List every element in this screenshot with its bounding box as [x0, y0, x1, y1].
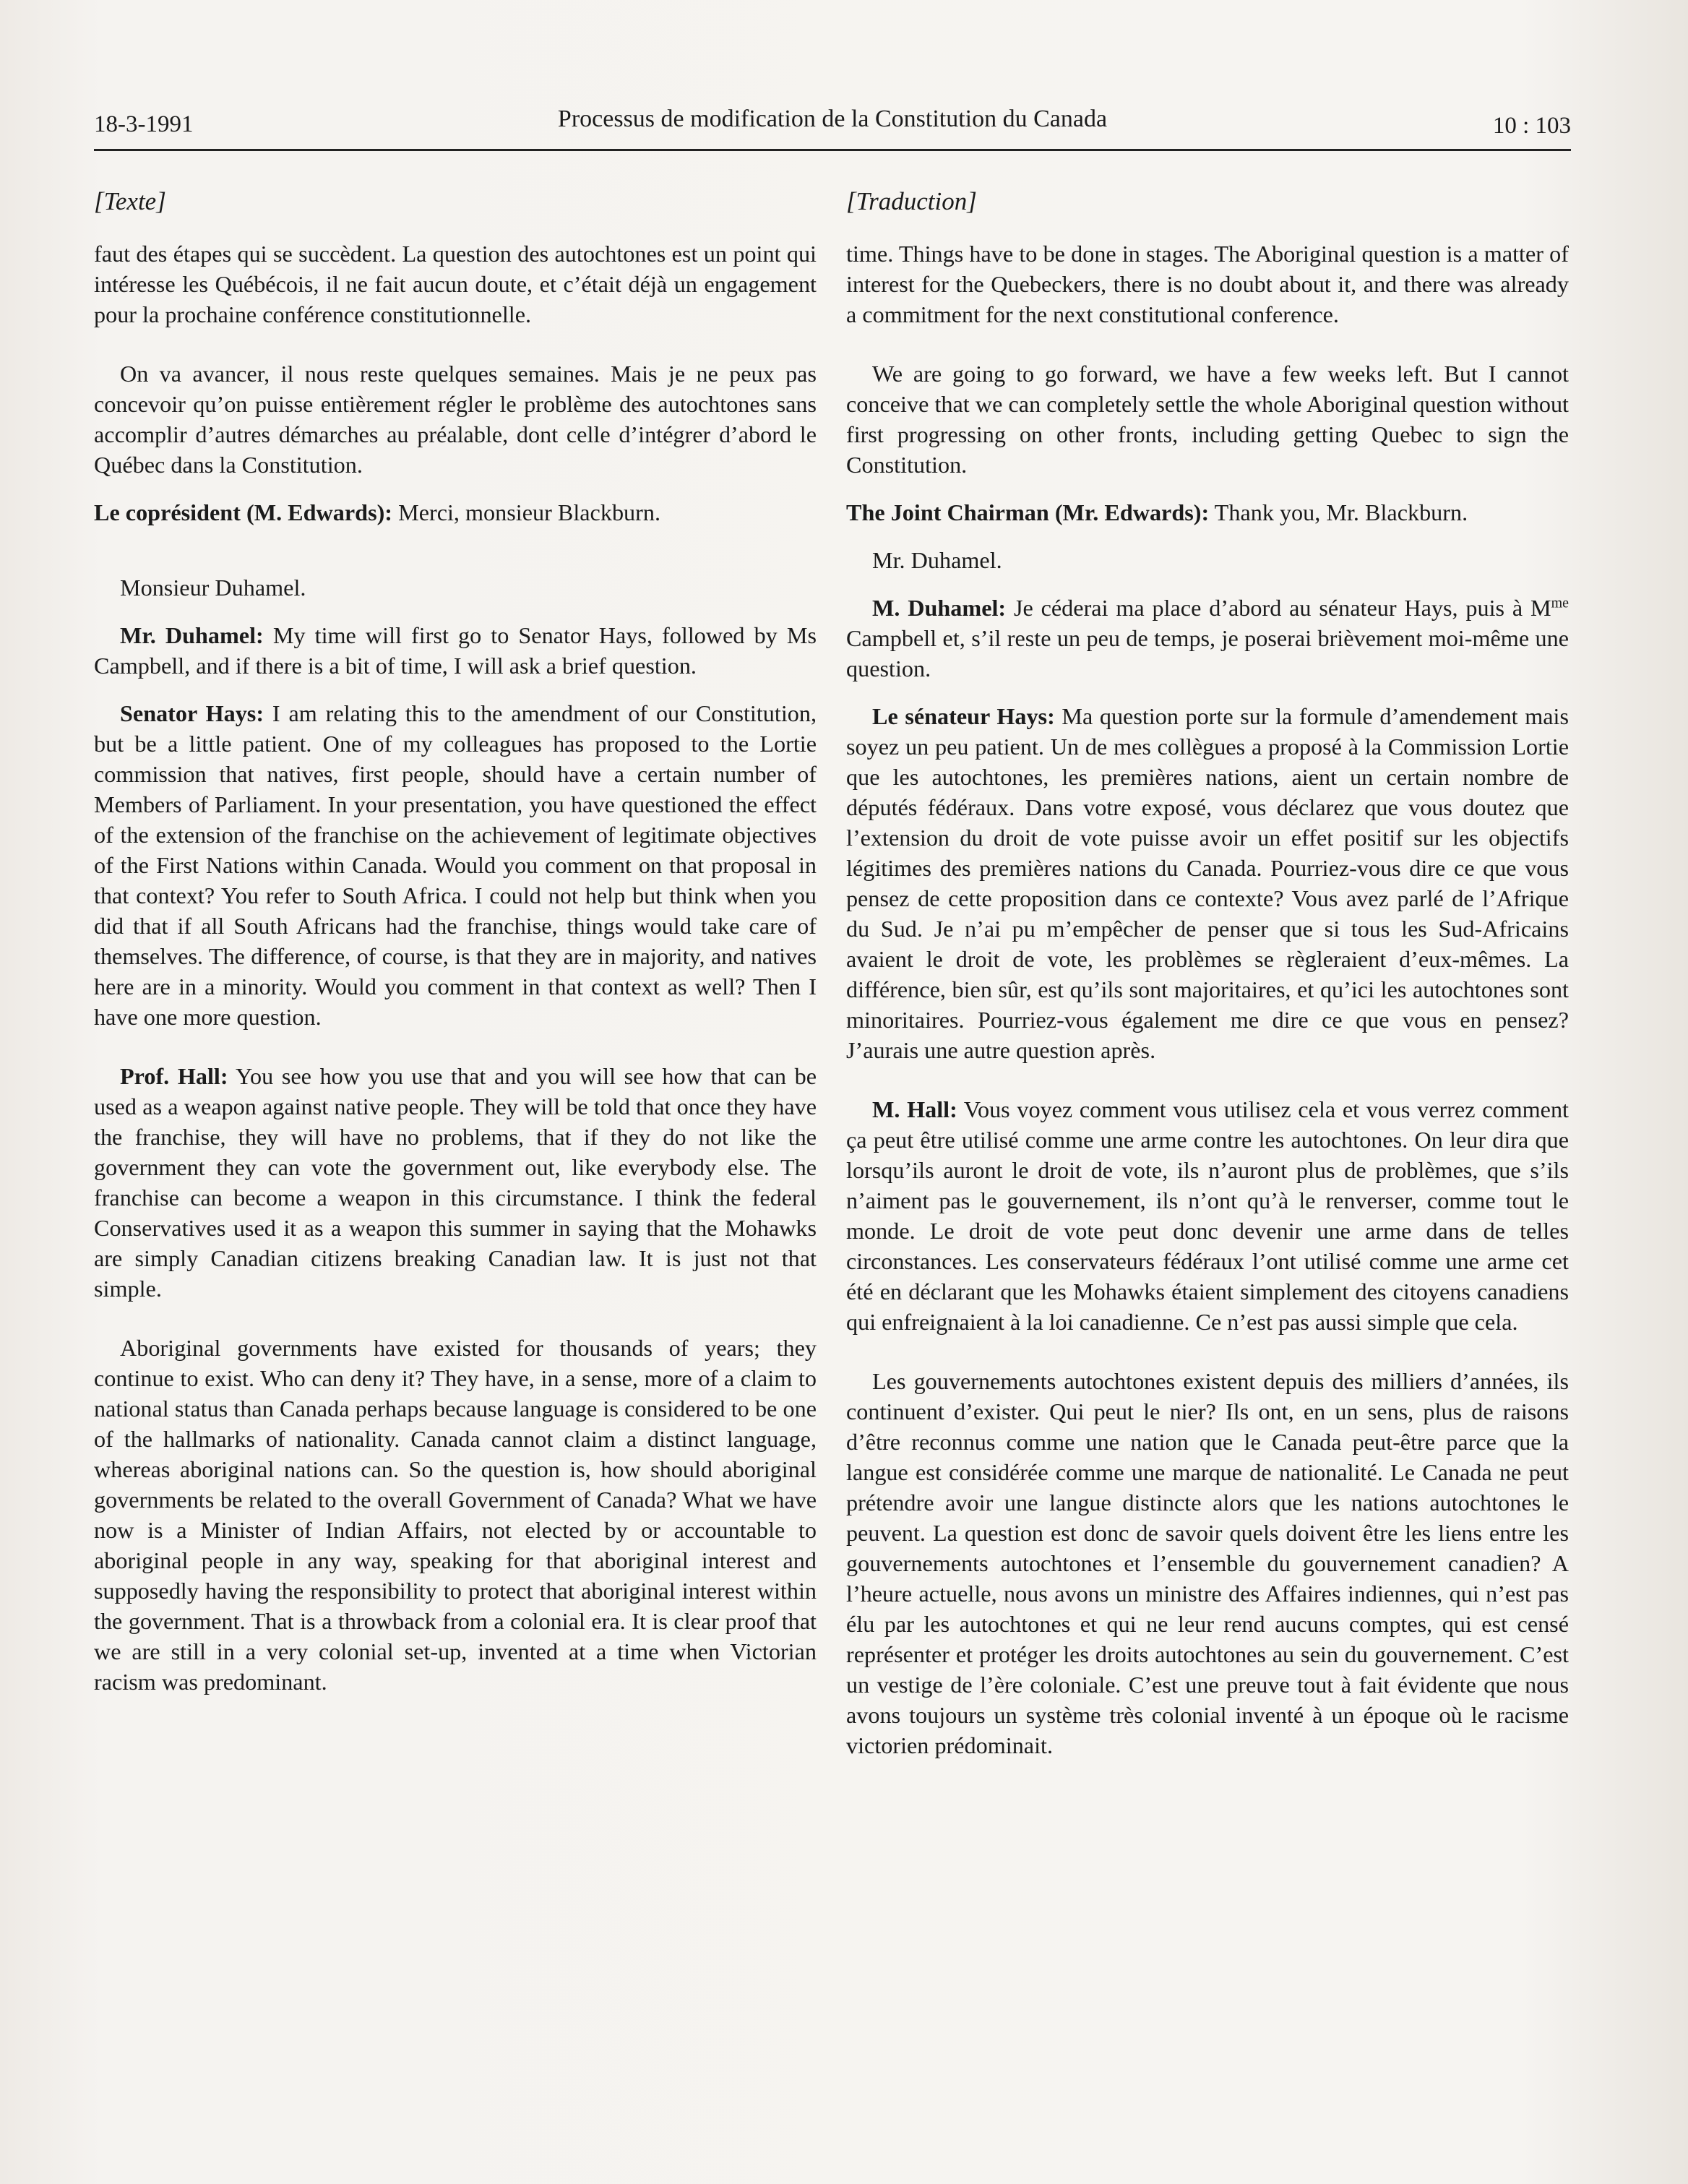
speaker-paragraph [94, 620, 817, 681]
speech-text: Merci, monsieur Blackburn. [392, 499, 660, 525]
speech-text: Campbell et, s’il reste un peu de temps, je poserai brièvement moi-même une question. [846, 625, 1569, 682]
speaker-paragraph [94, 1061, 817, 1304]
header-title: Processus de modification de la Constitution du Canada [557, 106, 1108, 132]
speaker-name: M. Duhamel: [872, 595, 1007, 621]
paragraph: time. Things have to be done in stages. The Aboriginal question is a matter of interest for the Quebeckers, there is no doubt about it, and there was already a commitment for the next constitutional conference. [846, 241, 1569, 327]
paragraph: Les gouvernements autochtones existent depuis des milliers d’années, ils continuent d’exister. Qui peut le nier? Ils ont, en un sens, plus de raisons d’être reconnus comme une nation que le Canada peut-être parce que la langue est considérée comme une marque de nationalité. Le Canada ne peut prétendre avoir une langue distincte alors que les nations autochtones le peuvent. La question est donc de savoir quels doivent être les liens entre les gouvernements autochtones et l’ensemble du gouvernement canadien? A l’heure actuelle, nous avons un ministre des Affaires indiennes, qui n’est pas élu par les autochtones et qui ne leur rend aucuns comptes, qui est censé représenter et protéger les droits autochtones au sein du gouvernement. C’est un vestige de l’ère coloniale. C’est une preuve tout à fait évidente que nous avons toujours un système très colonial inventé à un époque où le racisme victorien prédominait. [846, 1368, 1569, 1758]
speaker-paragraph [846, 701, 1569, 1065]
paragraph: On va avancer, il nous reste quelques semaines. Mais je ne peux pas concevoir qu’on puisse entièrement régler le problème des autochtones sans accomplir d’autres démarches au préalable, dont celle d’intégrer d’abord le Québec dans la Constitution. [94, 361, 817, 478]
header-page-number: 10 : 103 [1492, 113, 1571, 139]
right-column-french [846, 186, 1569, 1778]
speaker-name: Le coprésident (M. Edwards): [94, 499, 393, 525]
speech-text: I am relating this to the amendment of our Constitution, but be a little patient. One of my colleagues has proposed to the Lortie commission that natives, first people, should have a certain number of Members of Parliament. In your presentation, you have questioned the effect of the extension of the franchise on the achievement of legitimate objectives of the First Nations within Canada. Would you comment on that proposal in that context? You refer to South Africa. I could not help but think when you did that if all South Africans had the franchise, things would take care of themselves. The difference, of course, is that they are in majority, and natives here are in a minority. Would you comment in that context as well? Then I have one more question. [94, 700, 817, 1030]
speaker-name: Mr. Duhamel: [120, 622, 264, 648]
column-marker: [Texte] [94, 187, 166, 215]
speaker-paragraph [846, 593, 1569, 684]
speech-text: Thank you, Mr. Blackburn. [1209, 499, 1468, 525]
paragraph: We are going to go forward, we have a few weeks left. But I cannot conceive that we can completely settle the whole Aboriginal question without first progressing on other fronts, including getting Quebec to sign the Constitution. [846, 361, 1569, 478]
speaker-paragraph [94, 698, 817, 1032]
left-column-english [94, 186, 817, 1714]
speaker-name: Le sénateur Hays: [872, 703, 1055, 729]
speech-text: You see how you use that and you will see how that can be used as a weapon against native people. They will be told that once they have the franchise, they will have no problems, that if they do not like the government they can vote the government out, like everybody else. The franchise can become a weapon in this circumstance. I think the federal Conservatives used it as a weapon this summer in saying that the Mohawks are simply Canadian citizens breaking Canadian law. It is just not that simple. [94, 1063, 817, 1302]
header-date: 18-3-1991 [94, 111, 194, 137]
paragraph: Mr. Duhamel. [872, 547, 1002, 573]
speaker-name: Senator Hays: [120, 700, 264, 726]
speaker-name: M. Hall: [872, 1096, 957, 1122]
speaker-paragraph [846, 497, 1569, 528]
paragraph: faut des étapes qui se succèdent. La question des autochtones est un point qui intéresse les Québécois, il ne fait aucun doute, et c’était déjà un engagement pour la prochaine conférence constitutionnelle. [94, 241, 817, 327]
paragraph: Monsieur Duhamel. [120, 575, 306, 601]
page-header [94, 106, 1571, 151]
speech-text: Vous voyez comment vous utilisez cela et vous verrez comment ça peut être utilisé comme une arme contre les autochtones. On leur dira que lorsqu’ils auront le droit de vote, ils n’auront plus de problèmes, que s’ils n’aiment pas le gouvernement, ils n’ont qu’à le renverser, comme tout le monde. Le droit de vote peut donc devenir une arme dans de telles circonstances. Les conservateurs fédéraux l’ont utilisé comme une arme cet été en déclarant que les Mohawks étaient simplement des citoyens canadiens qui enfreignaient à la loi canadienne. Ce n’est pas aussi simple que cela. [846, 1096, 1569, 1335]
speech-text: Je céderai ma place d’abord au sénateur Hays, puis à M [1006, 595, 1551, 621]
column-marker: [Traduction] [846, 187, 977, 215]
speaker-paragraph [846, 1094, 1569, 1337]
speech-text: Ma question porte sur la formule d’amendement mais soyez un peu patient. Un de mes collègues a proposé à la Commission Lortie que les autochtones, les premières nations, aient un certain nombre de députés fédéraux. Dans votre exposé, vous déclarez que vous doutez que l’extension du droit de vote puisse avoir un effet positif sur les objectifs légitimes des premières nations du Canada. Pourriez-vous dire ce que vous pensez de cette proposition dans ce contexte? Vous avez parlé de l’Afrique du Sud. Je n’ai pu m’empêcher de penser que si tous les Sud-Africains avaient le droit de vote, les problèmes se règleraient d’eux-mêmes. La différence, bien sûr, est qu’ils sont majoritaires, et qu’ici les autochtones sont minoritaires. Pourriez-vous également me dire ce que vous en pensez? J’aurais une autre question après. [846, 703, 1569, 1063]
speaker-name: The Joint Chairman (Mr. Edwards): [846, 499, 1210, 525]
speaker-paragraph [94, 497, 817, 528]
superscript: me [1551, 595, 1569, 611]
speaker-name: Prof. Hall: [120, 1063, 228, 1089]
speech-text: My time will first go to Senator Hays, followed by Ms Campbell, and if there is a bit of time, I will ask a brief question. [94, 622, 817, 679]
paragraph: Aboriginal governments have existed for thousands of years; they continue to exist. Who can deny it? They have, in a sense, more of a claim to national status than Canada perhaps because language is considered to be one of the hallmarks of nationality. Canada cannot claim a distinct language, whereas aboriginal nations can. So the question is, how should aboriginal governments be related to the overall Government of Canada? What we have now is a Minister of Indian Affairs, not elected by or accountable to aboriginal people in any way, speaking for that aboriginal interest and supposedly having the responsibility to protect that aboriginal interest within the government. That is a throwback from a colonial era. It is clear proof that we are still in a very colonial set-up, invented at a time when Victorian racism was predominant. [94, 1335, 817, 1695]
